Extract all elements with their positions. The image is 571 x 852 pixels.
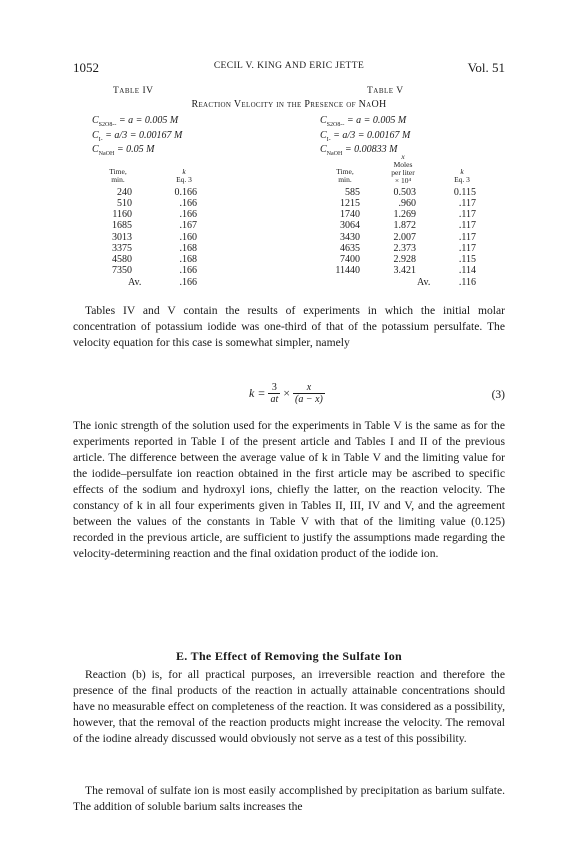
table-v-x-cell: 2.373 (393, 242, 416, 254)
table-iv-cond-persulfate: $C_{S2O8--} = a = 0.005$ M (92, 115, 179, 128)
table-v-col-time-header (325, 168, 365, 184)
equation-body (249, 383, 325, 405)
table-iv-conditions (92, 116, 182, 160)
table-v-cond-persulfate: $C_{S2O8--} = a = 0.005$ M (320, 115, 407, 128)
table-iv-col-time-unit: min. (111, 175, 125, 184)
page-number: 1052 (73, 60, 99, 75)
table-v-col-x-line3: per liter (391, 168, 415, 177)
table-v-x-column (384, 187, 416, 276)
table-iv-k-column (164, 187, 197, 276)
table-v-col-time-unit: min. (338, 175, 352, 184)
volume-label: Vol. 51 (467, 60, 505, 75)
equation-times-sign: × (283, 385, 290, 400)
fraction-1-denominator: at (270, 394, 279, 405)
table-v-label: Table V (367, 86, 404, 96)
section-heading: E. The Effect of Removing the Sulfate Ion (175, 649, 403, 663)
table-v-k-cell: .117 (458, 242, 476, 254)
table-iv-time-cell: 7350 (112, 265, 132, 277)
table-v-col-time-label: Time, (336, 167, 354, 176)
paragraph-intro (73, 303, 505, 351)
paragraph-reaction-b-text: Reaction (b) is, for all practical purposes, an irreversible reaction and therefore the presence of the final products of the reaction in actually attainable concentrations should have no measurable effect on completeness of the reaction. It was considered as a possibility, however, that the removal of the reaction products might increase the velocity. The removal of the iodine already discussed would obviously not serve as a test of this possibility. (73, 668, 505, 745)
table-iv-time-column (96, 187, 132, 276)
table-v-cond-iodide: $C_{I-} = a/3 = 0.00167$ M (320, 129, 411, 143)
table-v-k-cell: .117 (458, 198, 476, 210)
table-v-k-cell: .115 (458, 253, 476, 265)
table-iv-col-time-label: Time, (109, 167, 127, 176)
table-iv-k-cell: .166 (179, 265, 197, 277)
equation-3 (73, 383, 505, 411)
table-v-time-cell: 585 (345, 187, 360, 198)
table-v-x-cell: 2.928 (393, 253, 416, 265)
table-v-col-x-header (381, 153, 425, 185)
table-iv-k-cell: .166 (179, 209, 197, 221)
paragraph-discussion (73, 418, 505, 562)
table-iv-average-value: .166 (179, 277, 197, 288)
table-iv-time-cell: 240 (117, 187, 132, 198)
table-iv-col-k-label: k (182, 167, 186, 176)
table-v-time-column (322, 187, 360, 276)
table-iv-time-cell: 3013 (112, 231, 132, 243)
equation-number: (3) (491, 389, 505, 401)
paragraph-discussion-text: The ionic strength of the solution used for the experiments in Table V is the same as for the experiments reported in Table I of the present article and Tables I and II of the previous article. The difference between the average value of k in Table V and the limiting value for the iodide–persulfate ion reaction obtained in the first article may be ascribed to specific effects of the sodium and hydroxyl ions, chiefly the latter, on the reaction velocity. The constancy of k in all four experiments given in Tables II, III, IV and V, and the agreement between the values of the constants in Table V with that of the limiting value (0.125) recorded in the previous article, are sufficient to justify the assumptions made regarding the velocity-determining reaction and the final oxidation product of the iodide ion. (73, 419, 505, 560)
paragraph-sulfate-removal (73, 783, 505, 815)
table-iv-cond-naoh: $C_{NaOH} = 0.05$ M (92, 144, 155, 157)
table-iv-k-cell: .167 (179, 220, 197, 232)
table-iv-time-cell: 1685 (112, 220, 132, 232)
fraction-1-numerator: 3 (268, 383, 280, 394)
table-v-x-cell: .960 (398, 198, 416, 210)
table-v-x-cell: 0.503 (393, 187, 416, 198)
table-v-col-k-label: k (460, 167, 464, 176)
table-v-time-cell: 1740 (340, 209, 360, 221)
table-v-average-label: Av. (417, 277, 431, 288)
table-v-x-cell: 1.872 (393, 220, 416, 232)
table-iv-time-cell: 1160 (112, 209, 132, 221)
table-iv-average-label: Av. (128, 277, 142, 288)
tables-caption: Reaction Velocity in the Presence of NaOH (191, 99, 387, 110)
table-v-time-cell: 7400 (340, 253, 360, 265)
table-v-time-cell: 1215 (340, 198, 360, 210)
table-v-k-cell: .117 (458, 231, 476, 243)
table-iv-k-cell: .166 (179, 198, 197, 210)
table-iv-k-cell: .168 (179, 242, 197, 254)
table-iv-cond-iodide: $C_{I-} = a/3 = 0.00167$ M (92, 129, 183, 143)
table-v-k-cell: .114 (458, 265, 476, 277)
table-v-time-cell: 3064 (340, 220, 360, 232)
paragraph-intro-text: Tables IV and V contain the results of experiments in which the initial molar concentration of potassium iodide was one-third of that of the potassium persulfate. The velocity equation for this case is somewhat simpler, namely (73, 304, 505, 349)
table-v-time-cell: 4635 (340, 242, 360, 254)
table-iv-time-cell: 510 (117, 198, 132, 210)
paragraph-reaction-b (73, 667, 505, 747)
table-iv-time-cell: 4580 (112, 253, 132, 265)
equation-lhs: k = (249, 385, 266, 400)
table-v-time-cell: 3430 (340, 231, 360, 243)
table-v-col-k-header (442, 168, 482, 184)
table-iv-col-time-header (98, 168, 138, 184)
running-title: CECIL V. KING AND ERIC JETTE (213, 61, 365, 71)
table-v-col-x-label: x (401, 152, 405, 161)
table-iv-k-cell: 0.166 (174, 187, 197, 198)
table-iv-col-k-header (164, 168, 204, 184)
table-iv-k-cell: .168 (179, 253, 197, 265)
table-v-k-cell: .117 (458, 209, 476, 221)
table-v-col-k-unit: Eq. 3 (454, 175, 470, 184)
fraction-2-denominator: (a − x) (295, 394, 323, 405)
table-iv-label: Table IV (113, 86, 154, 96)
paragraph-sulfate-removal-text: The removal of sulfate ion is most easily accomplished by precipitation as barium sulfate. The addition of soluble barium salts increases the (73, 784, 505, 813)
table-v-cond-naoh: $C_{NaOH} = 0.00833$ M (320, 144, 398, 157)
table-v-time-cell: 11440 (335, 265, 360, 277)
fraction-2-numerator: x (293, 383, 325, 394)
table-v-col-x-line4: × 10⁴ (394, 176, 412, 185)
table-iv-col-k-unit: Eq. 3 (176, 175, 192, 184)
table-v-x-cell: 3.421 (393, 265, 416, 277)
table-v-average-value: .116 (458, 277, 476, 288)
table-v-k-cell: 0.115 (453, 187, 476, 198)
table-iv-time-cell: 3375 (112, 242, 132, 254)
table-v-col-x-line2: Moles (393, 160, 413, 169)
table-v-x-cell: 2.007 (393, 231, 416, 243)
table-v-k-cell: .117 (458, 220, 476, 232)
equation-fraction-1 (268, 383, 280, 405)
table-v-k-column (444, 187, 476, 276)
equation-fraction-2 (293, 383, 325, 405)
table-v-x-cell: 1.269 (393, 209, 416, 221)
table-iv-k-cell: .160 (179, 231, 197, 243)
running-header (73, 60, 505, 76)
